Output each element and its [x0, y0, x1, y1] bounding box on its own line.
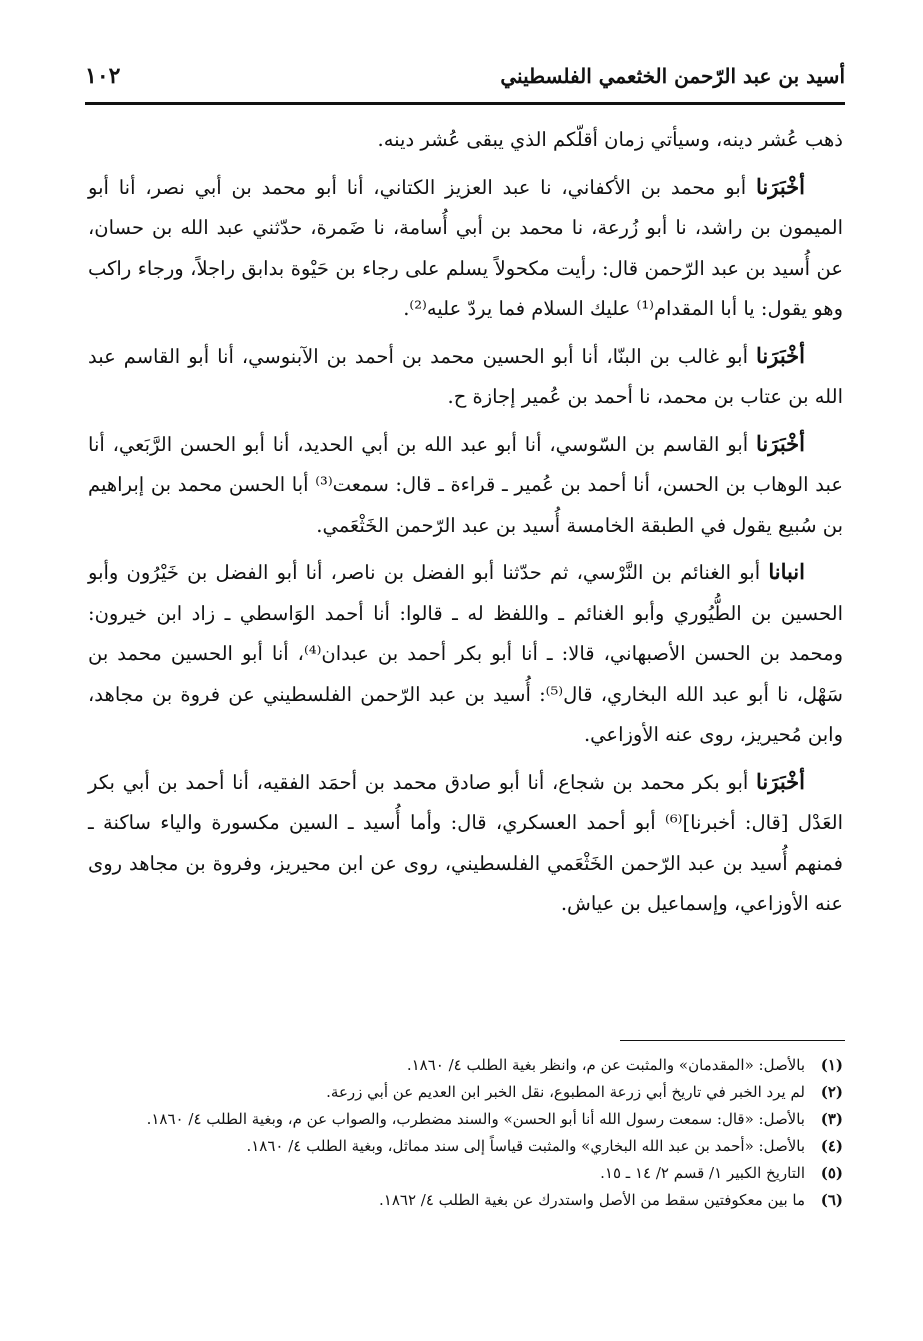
paragraph-0-text: ذهب عُشر دينه، وسيأتي زمان أقلّكم الذي يبقى عُشر دينه.: [377, 128, 843, 151]
paragraph-4: [88, 552, 843, 756]
footnote-number: (٤): [820, 1137, 843, 1155]
paragraph-3-text: أبو القاسم بن السّوسي، أنا أبو عبد الله بن أبي الحديد، أنا أبو الحسن الرَّبَعي، أنا عبد الوهاب بن الحسن، أنا أحمد بن عُمير ـ قراءة ـ قال: سمعت⁽³⁾ أبا الحسن محمد بن إبراهيم بن سُبيع يقول في الطبقة الخامسة أُسيد بن عبد الرّحمن الخَثْعَمي.: [88, 432, 844, 537]
footnote-text: بالأصل: «قال: سمعت رسول الله أنا أبو الحسن» والسند مضطرب، والصواب عن م، وبغية الطلب ٤/ ١٨٦٠.: [146, 1110, 805, 1128]
paragraph-3-lead: أخْبَرَنا: [756, 430, 805, 456]
paragraph-4-text: أبو الغنائم بن النَّرْسي، ثم حدّثنا أبو الفضل بن ناصر، أنا أبو الفضل بن خَيْرُون وأبو الحسين بن الطُّيُوري وأبو الغنائم ـ واللفظ له ـ قالوا: أنا أحمد الوَاسطي ـ زاد ابن خيرون: ومحمد بن الحسن الأصبهاني، قالا: ـ أنا أبو بكر أحمد بن عبدان⁽⁴⁾، أنا أبو الحسين محمد بن سَهْل، نا أبو عبد الله البخاري، قال⁽⁵⁾: أُسيد بن عبد الرّحمن الفلسطيني عن فروة بن مجاهد، وابن مُحيريز، روى عنه الأوزاعي.: [88, 561, 844, 746]
paragraph-1-lead: أخْبَرَنا: [756, 173, 805, 199]
paragraph-1: [88, 167, 843, 330]
paragraph-2-text: أبو غالب بن البنّا، أنا أبو الحسين محمد بن أحمد بن الآبنوسي، أنا أبو القاسم عبد الله بن عتاب بن محمد، نا أحمد بن عُمير إجازة ح.: [88, 344, 843, 408]
footnote-6: [88, 1187, 843, 1213]
footnote-number: (٦): [820, 1191, 843, 1209]
footnote-text: لم يرد الخبر في تاريخ أبي زرعة المطبوع، نقل الخبر ابن العديم عن أبي زرعة.: [326, 1083, 805, 1101]
paragraph-5-lead: أخْبَرَنا: [756, 768, 805, 794]
main-text: [88, 120, 843, 931]
footnote-number: (٥): [820, 1164, 843, 1182]
running-title: أسيد بن عبد الرّحمن الخثعمي الفلسطيني: [500, 64, 845, 88]
paragraph-0: [88, 120, 843, 161]
footnote-text: ما بين معكوفتين سقط من الأصل واستدرك عن بغية الطلب ٤/ ١٨٦٢.: [379, 1191, 805, 1209]
paragraph-2: [88, 336, 843, 418]
footnote-3: [88, 1106, 843, 1132]
paragraph-2-lead: أخْبَرَنا: [756, 342, 805, 368]
footnote-text: بالأصل: «المقدمان» والمثبت عن م، وانظر بغية الطلب ٤/ ١٨٦٠.: [406, 1056, 805, 1074]
footnote-text: التاريخ الكبير ١/ قسم ٢/ ١٤ ـ ١٥.: [600, 1164, 805, 1182]
footnote-number: (١): [820, 1056, 843, 1074]
footnote-number: (٣): [820, 1110, 843, 1128]
page-header: [85, 58, 845, 94]
paragraph-3: [88, 424, 843, 547]
footnote-number: (٢): [820, 1083, 843, 1101]
header-rule: [85, 102, 845, 105]
footnote-text: بالأصل: «أحمد بن عبد الله البخاري» والمثبت قياساً إلى سند مماثل، وبغية الطلب ٤/ ١٨٦٠.: [246, 1137, 805, 1155]
paragraph-5: [88, 762, 843, 925]
footnote-5: [88, 1160, 843, 1186]
paragraph-1-text: أبو محمد بن الأكفاني، نا عبد العزيز الكتاني، أنا أبو محمد بن أبي نصر، أنا أبو الميمون بن راشد، نا أبو زُرعة، نا محمد بن أبي أُسامة، نا ضَمرة، حدّثني عبد الله بن حسان، عن أُسيد بن عبد الرّحمن قال: رأيت مكحولاً يسلم على رجاء بن حَيْوة بدابق راجلاً، ورجاء راكب وهو يقول: يا أبا المقدام⁽¹⁾ عليك السلام فما يردّ عليه⁽²⁾.: [88, 175, 843, 320]
footnotes: [88, 1052, 843, 1214]
footnote-4: [88, 1133, 843, 1159]
paragraph-4-lead: انبانا: [768, 559, 805, 584]
footnote-2: [88, 1079, 843, 1105]
footnote-separator: [620, 1040, 845, 1041]
page-number: ١٠٢: [85, 63, 121, 89]
footnote-1: [88, 1052, 843, 1078]
paragraph-5-text: أبو بكر محمد بن شجاع، أنا أبو صادق محمد بن أحمَد الفقيه، أنا أحمد بن أبي بكر العَدْل [قال: أخبرنا]⁽⁶⁾ أبو أحمد العسكري، قال: وأما أُسيد ـ السين مكسورة والياء ساكنة ـ فمنهم أُسيد بن عبد الرّحمن الخَثْعَمي الفلسطيني، روى عن ابن محيريز، وفروة بن مجاهد روى عنه الأوزاعي، وإسماعيل بن عياش.: [88, 770, 843, 915]
